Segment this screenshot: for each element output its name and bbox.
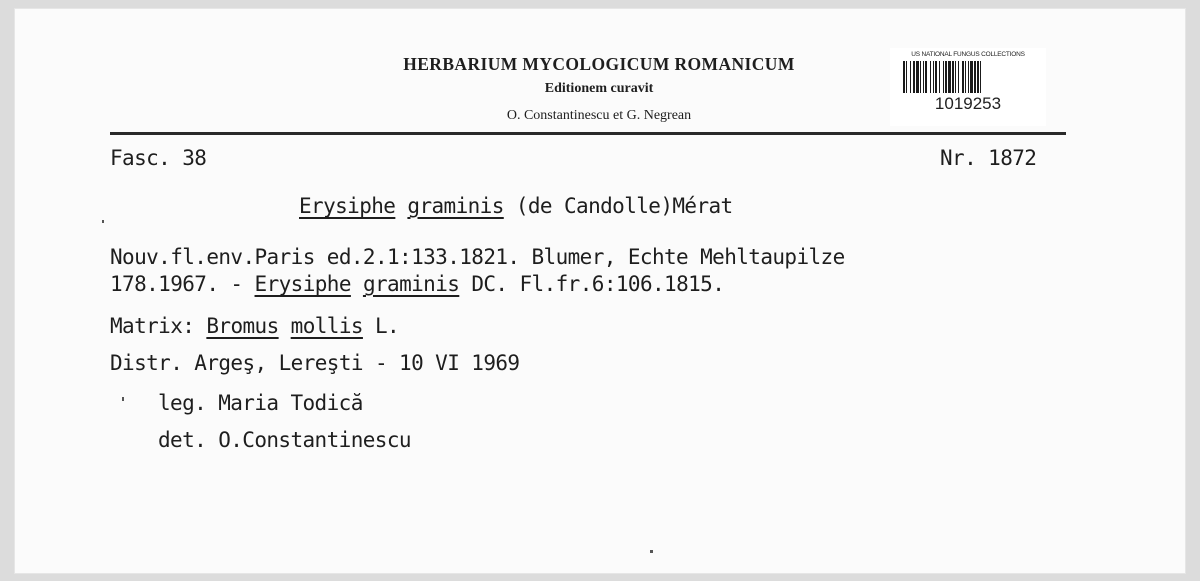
barcode-sticker	[890, 48, 1046, 126]
determiner-line: det. O.Constantinescu	[158, 428, 411, 452]
herbarium-title: HERBARIUM MYCOLOGICUM ROMANICUM	[403, 54, 795, 74]
reference-suffix: DC. Fl.fr.6:106.1815.	[459, 272, 725, 296]
matrix-epithet: mollis	[290, 314, 363, 338]
barcode-icon	[903, 61, 1033, 93]
herbarium-label-sheet	[14, 8, 1186, 574]
fascicle-number: Fasc. 38	[110, 146, 207, 170]
collector-line: leg. Maria Todică	[158, 391, 363, 415]
species-authority: (de Candolle)Mérat	[515, 194, 733, 218]
species-epithet: graminis	[407, 194, 504, 218]
herbarium-editors: O. Constantinescu et G. Negrean	[506, 108, 692, 123]
matrix-prefix: Matrix:	[110, 314, 207, 338]
header-divider	[110, 132, 1066, 135]
reference-epithet: graminis	[362, 272, 460, 296]
species-name	[299, 194, 733, 218]
ink-speck	[102, 220, 104, 223]
reference-genus: Erysiphe	[254, 272, 351, 296]
reference-line-1: Nouv.fl.env.Paris ed.2.1:133.1821. Blumer, Echte Mehltaupilze	[110, 245, 845, 269]
reference-line-2	[110, 272, 724, 296]
matrix-line	[110, 314, 399, 338]
locality-line: Distr. Argeş, Lereşti - 10 VI 1969	[110, 351, 520, 375]
reference-prefix: 178.1967. -	[110, 272, 255, 296]
specimen-number: Nr. 1872	[940, 146, 1037, 170]
barcode-number: 1019253	[934, 94, 1002, 113]
matrix-suffix: L.	[362, 314, 400, 338]
barcode-collection-label: US NATIONAL FUNGUS COLLECTIONS	[911, 51, 1025, 58]
species-genus: Erysiphe	[299, 194, 396, 218]
ink-speck	[122, 397, 124, 401]
herbarium-subtitle: Editionem curavit	[544, 81, 654, 96]
ink-speck	[650, 550, 653, 553]
matrix-genus: Bromus	[206, 314, 279, 338]
